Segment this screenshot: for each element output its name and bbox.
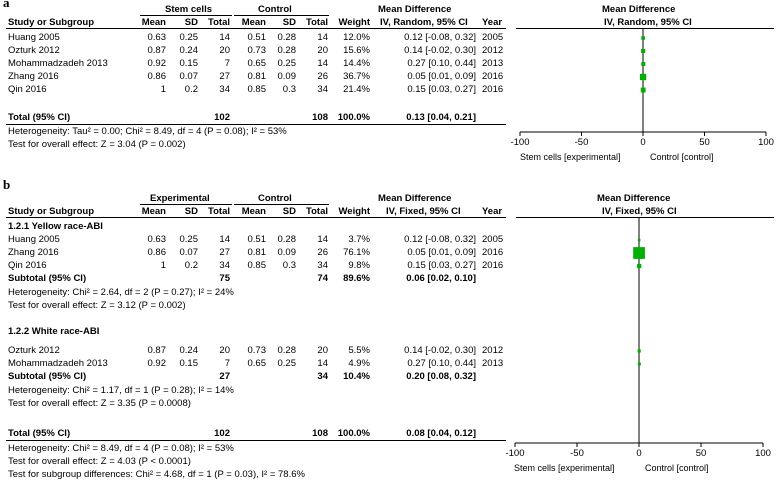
x-tick-label: 100 bbox=[755, 448, 771, 459]
panel-a-overall-test: Test for overall effect: Z = 3.04 (P = 0.002) bbox=[8, 139, 186, 150]
effect-header: Mean Difference bbox=[378, 193, 452, 204]
x-tick-label: 50 bbox=[699, 137, 710, 148]
plot-title: Mean Difference bbox=[602, 4, 676, 15]
panel-a-heterogeneity: Heterogeneity: Tau² = 0.00; Chi² = 8.49, df = 4 (P = 0.08); I² = 53% bbox=[8, 126, 287, 137]
study-marker bbox=[638, 363, 641, 366]
study-col-header: Study or Subgroup bbox=[8, 17, 95, 28]
subgroup-overall-test: Test for overall effect: Z = 3.35 (P = 0.0008) bbox=[8, 398, 191, 409]
panel-b-heterogeneity: Heterogeneity: Chi² = 8.49, df = 4 (P = 0.08); I² = 53% bbox=[8, 443, 234, 454]
x-tick-label: 100 bbox=[758, 137, 774, 148]
year-header: Year bbox=[482, 17, 503, 28]
panel-b-overall-test: Test for overall effect: Z = 4.03 (P < 0.0001) bbox=[8, 456, 191, 467]
x-tick-label: -50 bbox=[570, 448, 584, 459]
weight-header: Weight bbox=[338, 206, 370, 217]
group1-header: Experimental bbox=[150, 193, 210, 204]
plot-subtitle: IV, Random, 95% CI bbox=[604, 17, 692, 28]
study-marker bbox=[641, 49, 645, 53]
axis-label-right: Control [control] bbox=[645, 463, 709, 473]
study-marker bbox=[641, 36, 645, 40]
sd2-header: SD bbox=[282, 206, 296, 217]
ci-header: IV, Random, 95% CI bbox=[380, 17, 468, 28]
study-marker bbox=[641, 62, 645, 66]
total1-header: Total bbox=[208, 206, 230, 217]
total2-header: Total bbox=[306, 206, 328, 217]
x-tick-label: -50 bbox=[574, 137, 589, 148]
study-col-header: Study or Subgroup bbox=[8, 206, 95, 217]
study-marker bbox=[633, 247, 645, 259]
axis-label-left: Stem cells [experimental] bbox=[520, 152, 621, 162]
subgroup-heterogeneity: Heterogeneity: Chi² = 2.64, df = 2 (P = 0.27); I² = 24% bbox=[8, 287, 234, 298]
sd1-header: SD bbox=[184, 17, 198, 28]
sd1-header: SD bbox=[184, 206, 198, 217]
group2-header: Control bbox=[258, 193, 292, 204]
subgroup-heterogeneity: Heterogeneity: Chi² = 1.17, df = 1 (P = 0.28); I² = 14% bbox=[8, 385, 234, 396]
group1-header: Stem cells bbox=[165, 4, 212, 15]
ci-header: IV, Fixed, 95% CI bbox=[386, 206, 461, 217]
x-tick-label: -100 bbox=[510, 137, 530, 148]
subgroup-title: 1.2.1 Yellow race-ABI bbox=[8, 221, 103, 232]
group2-header: Control bbox=[258, 4, 292, 15]
effect-header: Mean Difference bbox=[378, 4, 452, 15]
plot-title: Mean Difference bbox=[597, 193, 671, 204]
study-marker bbox=[638, 239, 641, 242]
study-marker bbox=[637, 264, 641, 268]
study-marker bbox=[640, 74, 646, 80]
x-tick-label: 50 bbox=[695, 448, 707, 459]
x-tick-label: -100 bbox=[505, 448, 525, 459]
mean1-header: Mean bbox=[141, 17, 166, 28]
mean2-header: Mean bbox=[241, 17, 266, 28]
sd2-header: SD bbox=[282, 17, 296, 28]
panel-a-label: a bbox=[3, 0, 10, 10]
plot-subtitle: IV, Fixed, 95% CI bbox=[602, 206, 677, 217]
x-tick-label: 0 bbox=[636, 448, 642, 459]
total2-header: Total bbox=[306, 17, 328, 28]
mean2-header: Mean bbox=[241, 206, 266, 217]
subgroup-title: 1.2.2 White race-ABI bbox=[8, 326, 100, 337]
year-header: Year bbox=[482, 206, 503, 217]
study-marker bbox=[638, 349, 641, 352]
axis-label-right: Control [control] bbox=[650, 152, 714, 162]
axis-label-left: Stem cells [experimental] bbox=[514, 463, 615, 473]
subgroup-overall-test: Test for overall effect: Z = 3.12 (P = 0.002) bbox=[8, 300, 186, 311]
weight-header: Weight bbox=[338, 17, 370, 28]
x-tick-label: 0 bbox=[640, 137, 646, 148]
total1-header: Total bbox=[208, 17, 230, 28]
mean1-header: Mean bbox=[141, 206, 166, 217]
study-marker bbox=[641, 88, 646, 93]
panel-b-label: b bbox=[3, 177, 11, 192]
panel-b-subgroup-test: Test for subgroup differences: Chi² = 4.68, df = 1 (P = 0.03), I² = 78.6% bbox=[8, 469, 305, 480]
